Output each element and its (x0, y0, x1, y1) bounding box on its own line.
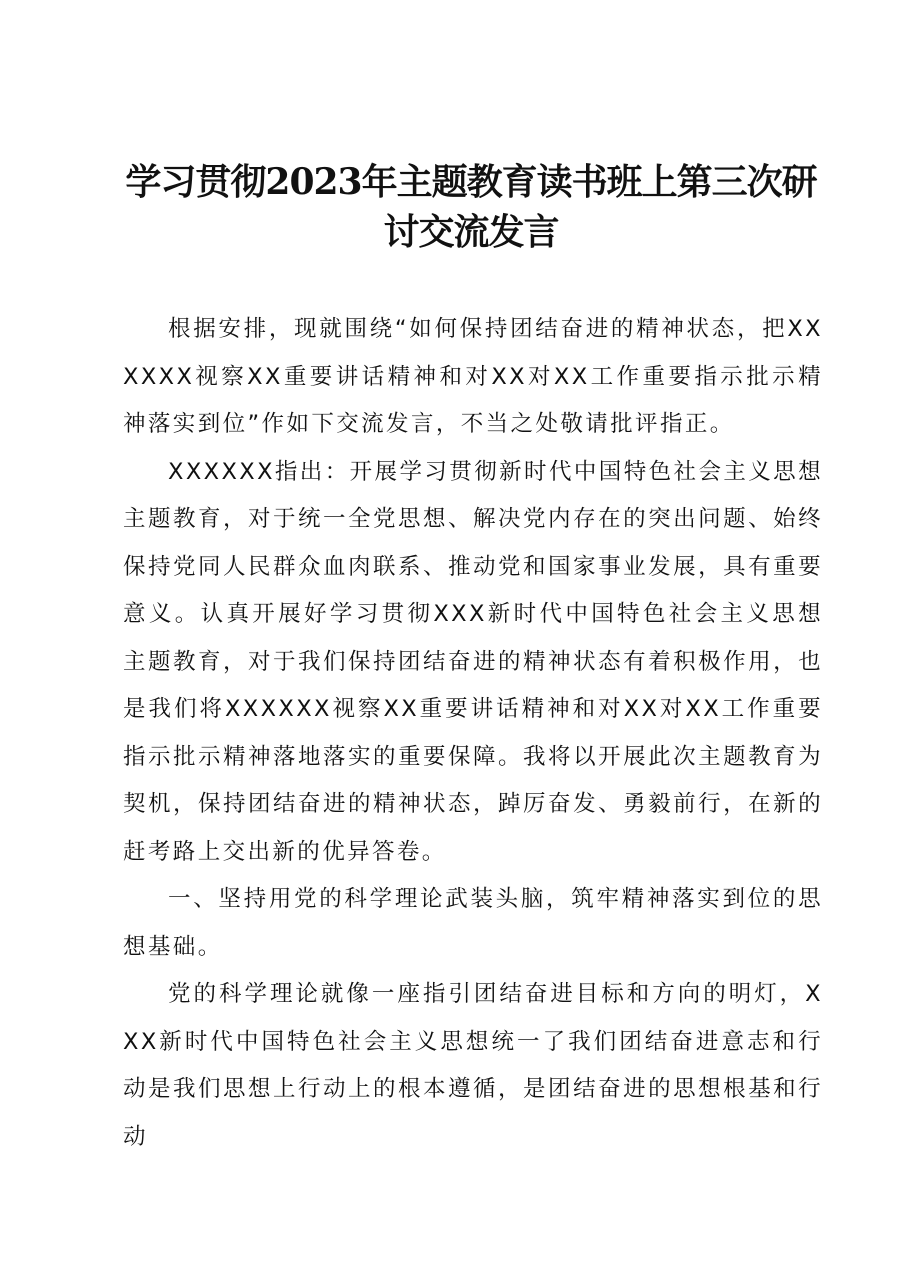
paragraph-theory: 党的科学理论就像一座指引团结奋进目标和方向的明灯，XXX新时代中国特色社会主义思想统一了我们团结奋进意志和行动是我们思想上行动上的根本遵循，是团结奋进的思想根基和行动 (123, 981, 823, 1150)
section-heading-one: 一、坚持用党的科学理论武装头脑，筑牢精神落实到位的思想基础。 (123, 886, 823, 960)
paragraph-intro: 根据安排，现就围绕“如何保持团结奋进的精神状态，把XXXXXX视察XX重要讲话精神和对XX对XX工作重要指示批示精神落实到位”作如下交流发言，不当之处敬请批评指正。 (123, 316, 823, 437)
document-title: 学习贯彻2023年主题教育读书班上第三次研讨交流发言 (125, 161, 817, 253)
document-body (123, 306, 823, 1161)
paragraph-significance: XXXXXX指出：开展学习贯彻新时代中国特色社会主义思想主题教育，对于统一全党思想、解决党内存在的突出问题、始终保持党同人民群众血肉联系、推动党和国家事业发展，具有重要意义。认真开展好学习贯彻XXX新时代中国特色社会主义思想主题教育，对于我们保持团结奋进的精神状态有着积极作用，也是我们将XXXXXX视察XX重要讲话精神和对XX对XX工作重要指示批示精神落地落实的重要保障。我将以开展此次主题教育为契机，保持团结奋进的精神状态，踔厉奋发、勇毅前行，在新的赶考路上交出新的优异答卷。 (123, 458, 823, 865)
